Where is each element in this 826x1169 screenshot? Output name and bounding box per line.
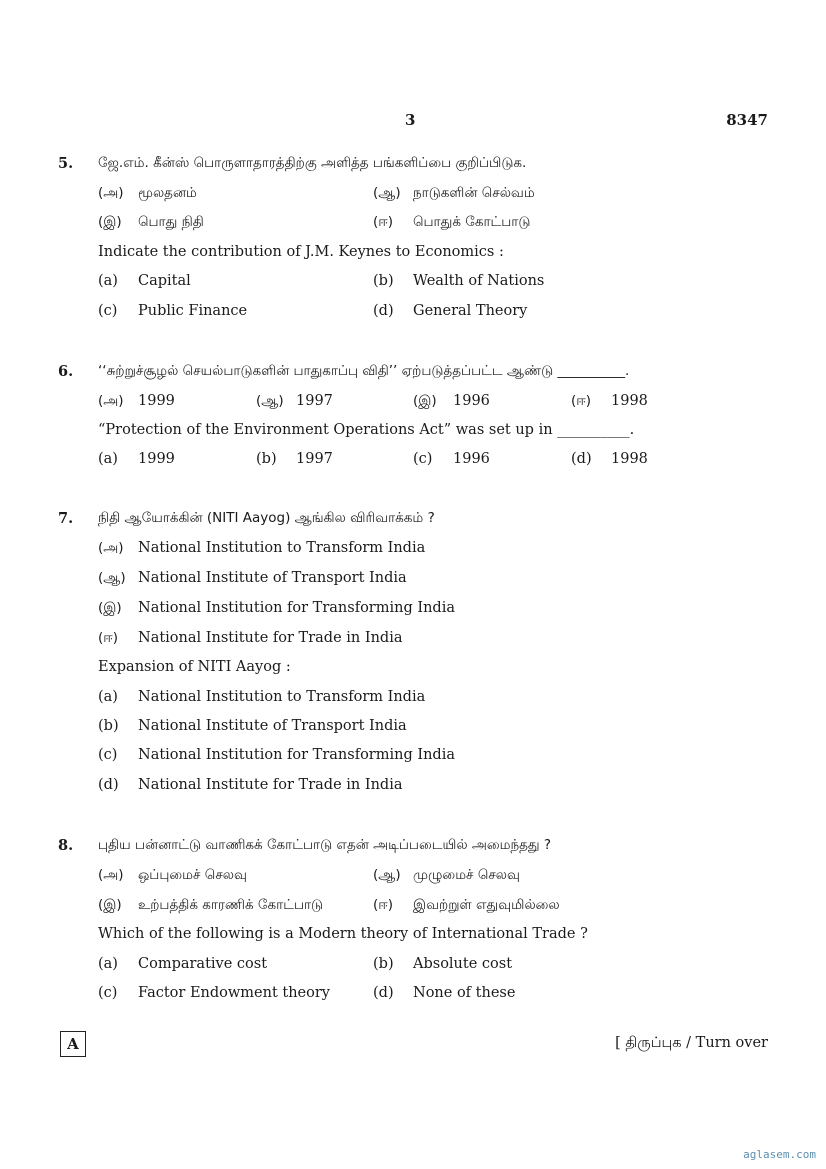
turn-over-text: [ திருப்புக / Turn over [615,1035,768,1051]
option: (b) 1997 [256,451,333,467]
option: (ஆ) National Institute of Transport India [98,570,407,586]
option: (அ) National Institution to Transform India [98,540,426,556]
option: (c) Public Finance [98,303,248,319]
option: (அ) மூலதனம் [98,185,197,201]
option: (a) Capital [98,273,191,289]
option: (ஈ) பொதுக் கோட்பாடு [373,214,531,230]
option: (d) None of these [373,985,516,1001]
option: (b) National Institute of Transport India [98,718,407,734]
question-text-english: Expansion of NITI Aayog : [98,659,291,675]
option: (a) 1999 [98,451,175,467]
option: (ஈ) 1998 [571,393,648,409]
option: (d) 1998 [571,451,648,467]
option: (ஈ) இவற்றுள் எதுவுமில்லை [373,897,560,913]
option: (c) 1996 [413,451,490,467]
option: (a) National Institution to Transform India [98,689,426,705]
option: (ஆ) நாடுகளின் செல்வம் [373,185,535,201]
question-number: 8. [58,837,74,854]
option: (ஈ) National Institute for Trade in India [98,630,403,646]
option: (இ) உற்பத்திக் காரணிக் கோட்பாடு [98,897,324,913]
option: (b) Wealth of Nations [373,273,545,289]
question-text-tamil: ‘‘சுற்றுச்சூழல் செயல்பாடுகளின் பாதுகாப்பு விதி’’ ஏற்படுத்தப்பட்ட ஆண்டு __________. [98,363,630,379]
question-text-tamil: புதிய பன்னாட்டு வாணிகக் கோட்பாடு எதன் அடிப்படையில் அமைந்தது ? [98,837,552,853]
question-number: 5. [58,155,74,172]
page-number: 3 [405,111,416,129]
option: (d) National Institute for Trade in India [98,777,403,793]
option: (அ) 1999 [98,393,175,409]
question-number: 7. [58,510,74,527]
question-text-tamil: நிதி ஆயோக்கின் (NITI Aayog) ஆங்கில விரிவாக்கம் ? [98,510,435,526]
option: (இ) பொது நிதி [98,214,204,230]
watermark: aglasem.com [743,1148,816,1161]
option: (c) National Institution for Transforming India [98,747,455,763]
option: (d) General Theory [373,303,528,319]
question-text-english: “Protection of the Environment Operations Act” was set up in __________. [98,422,635,438]
question-text-english: Which of the following is a Modern theory of International Trade ? [98,926,588,942]
option: (b) Absolute cost [373,956,513,972]
version-box: A [60,1031,86,1057]
question-number: 6. [58,363,74,380]
question-text-english: Indicate the contribution of J.M. Keynes to Economics : [98,244,504,260]
option: (ஆ) முழுமைச் செலவு [373,867,520,883]
option: (இ) 1996 [413,393,490,409]
paper-code: 8347 [726,111,768,129]
option: (அ) ஒப்புமைச் செலவு [98,867,247,883]
option: (ஆ) 1997 [256,393,333,409]
option: (c) Factor Endowment theory [98,985,330,1001]
option: (இ) National Institution for Transforming India [98,600,455,616]
option: (a) Comparative cost [98,956,268,972]
question-text-tamil: ஜே.எம். கீன்ஸ் பொருளாதாரத்திற்கு அளித்த பங்களிப்பை குறிப்பிடுக. [98,155,527,171]
